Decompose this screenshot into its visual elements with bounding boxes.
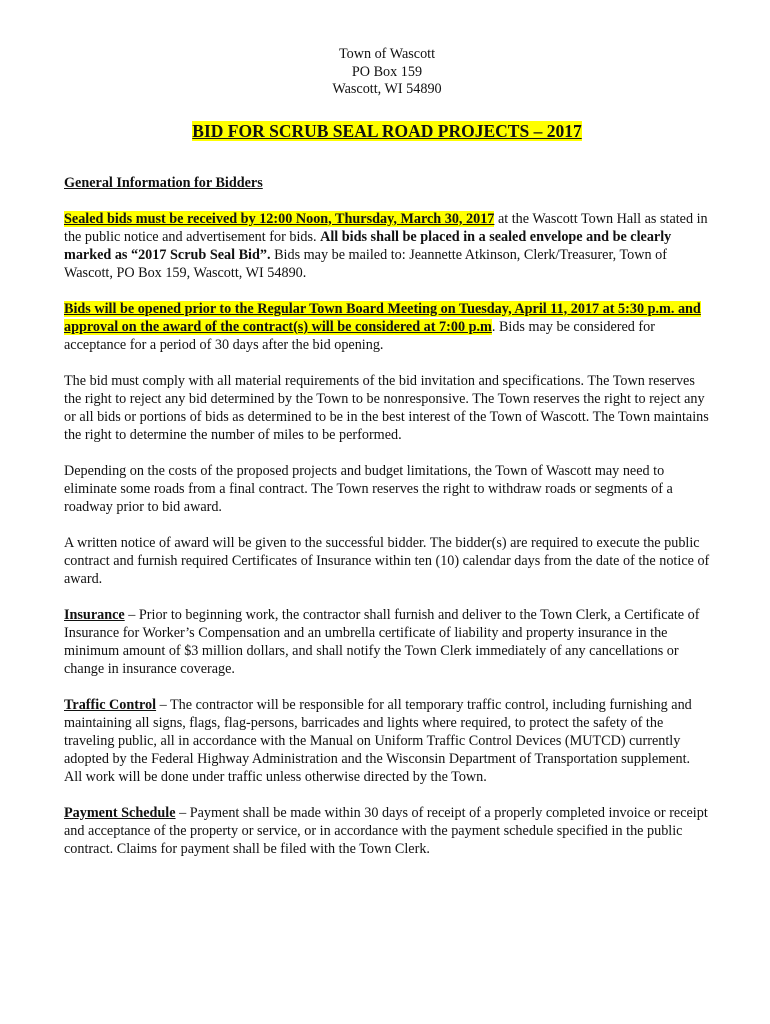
paragraph-budget-limitations: Depending on the costs of the proposed projects and budget limitations, the Town of Wascott may need to eliminate some roads from a final contract. The Town reserves the right to withdraw roads or segments of a roadway prior to bid award. — [64, 462, 673, 515]
paragraph-traffic-control — [64, 696, 710, 786]
bid-opening-text: . Bids may be considered for acceptance for a period of 30 days after the bid opening. — [64, 318, 655, 353]
document-title-text: BID FOR SCRUB SEAL ROAD PROJECTS – 2017 — [192, 120, 582, 141]
paragraph-bid-requirements: The bid must comply with all material requirements of the bid invitation and specifications. The Town reserves the right to reject any bid determined by the Town to be nonresponsive. The Town reserves the right to reject any or all bids or portions of bids as determined to be in the best interest of the Town of Wascott. The Town maintains the right to determine the number of miles to be performed. — [64, 372, 709, 443]
po-box: PO Box 159 — [351, 63, 423, 80]
general-info-heading-text: General Information for Bidders — [64, 174, 263, 191]
payment-schedule-text: – Payment shall be made within 30 days of receipt of a properly completed invoice or receipt and acceptance of the property or service, or in accordance with the payment schedule specified in the public contract. Claims for payment shall be filed with the Town Clerk. — [64, 804, 708, 857]
city-state-zip: Wascott, WI 54890 — [332, 81, 442, 97]
bid-deadline-text: at the Wascott Town Hall as stated in the public notice and advertisement for bids. — [64, 210, 708, 245]
payment-schedule-label: Payment Schedule — [64, 804, 176, 821]
sealed-envelope-instruction: All bids shall be placed in a sealed envelope and be clearly marked as “2017 Scrub Seal Bid”. — [64, 228, 672, 263]
traffic-control-text: – The contractor will be responsible for all temporary traffic control, including furnishing and maintaining all signs, flags, flag-persons, barricades and lights where required, to protect the safety of the traveling public, all in accordance with the Manual on Uniform Traffic Control Devices (MUTCD) currently adopted by the Federal Highway Administration and the Wisconsin Department of Transportation supplement. All work will be done under traffic unless otherwise directed by the Town. — [64, 696, 692, 785]
paragraph-insurance — [64, 606, 710, 678]
traffic-control-label: Traffic Control — [64, 696, 157, 713]
paragraph-notice-of-award: A written notice of award will be given to the successful bidder. The bidder(s) are required to execute the public contract and furnish required Certificates of Insurance within ten (10) calendar days from the date of the notice of award. — [64, 534, 710, 587]
paragraph-bid-deadline — [64, 210, 710, 282]
mailing-address-text: Bids may be mailed to: Jeannette Atkinson, Clerk/Treasurer, Town of Wascott, PO Box 159, Wascott, WI 54890. — [64, 246, 667, 281]
bid-deadline-highlight: Sealed bids must be received by 12:00 Noon, Thursday, March 30, 2017 — [64, 210, 495, 227]
paragraph-payment-schedule — [64, 804, 710, 858]
general-info-heading — [64, 174, 710, 192]
insurance-label: Insurance — [64, 606, 125, 623]
town-name: Town of Wascott — [338, 46, 436, 62]
town-address-header — [64, 46, 710, 99]
document-title — [64, 120, 710, 142]
bid-opening-highlight: Bids will be opened prior to the Regular Town Board Meeting on Tuesday, April 11, 2017 at 5:30 p.m. and approval on the award of the contract(s) will be considered at 7:00 p.m — [64, 300, 701, 335]
insurance-text: – Prior to beginning work, the contractor shall furnish and deliver to the Town Clerk, a Certificate of Insurance for Worker’s Compensation and an umbrella certificate of liability and property insurance in the minimum amount of $3 million dollars, and shall notify the Town Clerk immediately of any cancellations or change in insurance coverage. — [64, 606, 700, 677]
paragraph-bid-opening — [64, 300, 710, 354]
